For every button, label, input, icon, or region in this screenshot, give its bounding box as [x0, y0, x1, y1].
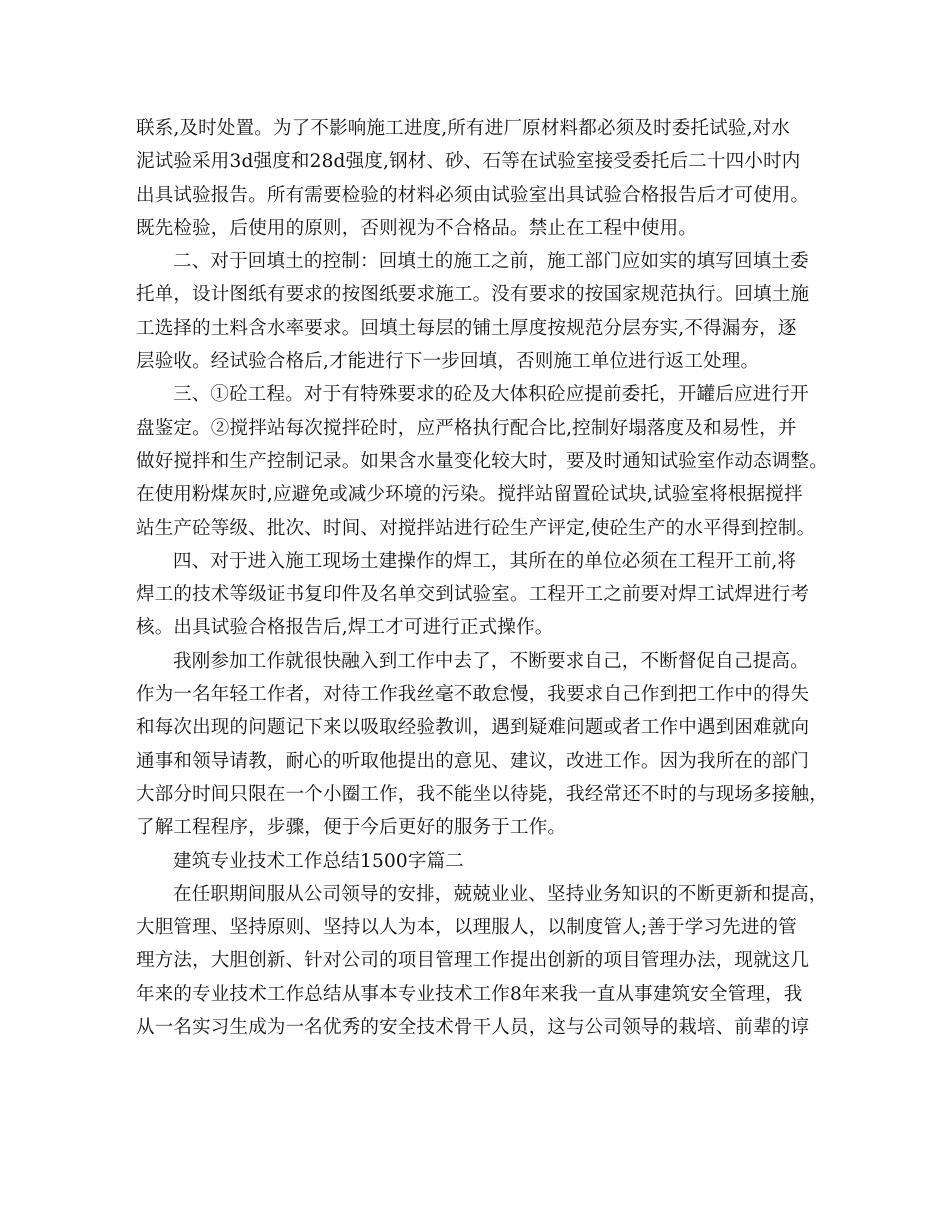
text-line: 层验收。经试验合格后,才能进行下一步回填，否则施工单位进行返工处理。	[136, 351, 760, 373]
text-line: 二、对于回填土的控制：回填土的施工之前，施工部门应如实的填写回填土委	[173, 251, 809, 273]
text-line: 和每次出现的问题记下来以吸取经验教训，遇到疑难问题或者工作中遇到困难就向	[136, 717, 810, 739]
text-line: 出具试验报告。所有需要检验的材料必须由试验室出具试验合格报告后才可使用。	[136, 184, 810, 206]
text-line: 建筑专业技术工作总结1500字篇二	[173, 850, 464, 872]
document-body	[136, 112, 828, 1044]
text-line: 大胆管理、坚持原则、坚持以人为本，以理服人，以制度管人;善于学习先进的管	[136, 917, 797, 939]
text-line: 在任职期间服从公司领导的安排，兢兢业业、坚持业务知识的不断更新和提高，	[173, 883, 828, 905]
text-line: 泥试验采用3d强度和28d强度,钢材、砂、石等在试验室接受委托后二十四小时内	[136, 151, 801, 173]
text-line: 了解工程程序，步骤，便于今后更好的服务于工作。	[136, 817, 567, 839]
text-line: 年来的专业技术工作总结从事本专业技术工作8年来我一直从事建筑安全管理，我	[136, 983, 803, 1005]
text-line: 我刚参加工作就很快融入到工作中去了，不断要求自己，不断督促自己提高。	[173, 650, 809, 672]
text-line: 从一名实习生成为一名优秀的安全技术骨干人员，这与公司领导的栽培、前辈的谆	[136, 1017, 810, 1039]
text-line: 三、①砼工程。对于有特殊要求的砼及大体积砼应提前委托，开罐后应进行开	[173, 384, 809, 406]
text-line: 工选择的土料含水率要求。回填土每层的铺土厚度按规范分层夯实,不得漏夯，逐	[136, 317, 797, 339]
text-line: 焊工的技术等级证书复印件及名单交到试验室。工程开工之前要对焊工试焊进行考	[136, 584, 810, 606]
text-line: 盘鉴定。②搅拌站每次搅拌砼时，应严格执行配合比,控制好塌落度及和易性，并	[136, 417, 797, 439]
text-line: 通事和领导请教，耐心的听取他提出的意见、建议，改进工作。因为我所在的部门	[136, 750, 810, 772]
text-line: 站生产砼等级、批次、时间、对搅拌站进行砼生产评定,使砼生产的水平得到控制。	[136, 517, 816, 539]
text-line: 既先检验，后使用的原则，否则视为不合格品。禁止在工程中使用。	[136, 217, 698, 239]
text-line: 核。出具试验合格报告后,焊工才可进行正式操作。	[136, 617, 554, 639]
text-line: 做好搅拌和生产控制记录。如果含水量变化较大时，要及时通知试验室作动态调整。	[136, 450, 828, 472]
text-line: 作为一名年轻工作者，对待工作我丝毫不敢怠慢，我要求自己作到把工作中的得失	[136, 684, 810, 706]
text-line: 理方法，大胆创新、针对公司的项目管理工作提出创新的项目管理办法，现就这几	[136, 950, 810, 972]
text-line: 大部分时间只限在一个小圈工作，我不能坐以待毙，我经常还不时的与现场多接触，	[136, 783, 828, 805]
text-line: 四、对于进入施工现场土建操作的焊工，其所在的单位必须在工程开工前,将	[173, 550, 797, 572]
text-line: 在使用粉煤灰时,应避免或减少环境的污染。搅拌站留置砼试块,试验室将根据搅拌	[136, 484, 803, 506]
text-line: 联系,及时处置。为了不影响施工进度,所有进厂原材料都必须及时委托试验,对水	[136, 118, 791, 139]
text-line: 托单，设计图纸有要求的按图纸要求施工。没有要求的按国家规范执行。回填土施	[136, 284, 810, 306]
